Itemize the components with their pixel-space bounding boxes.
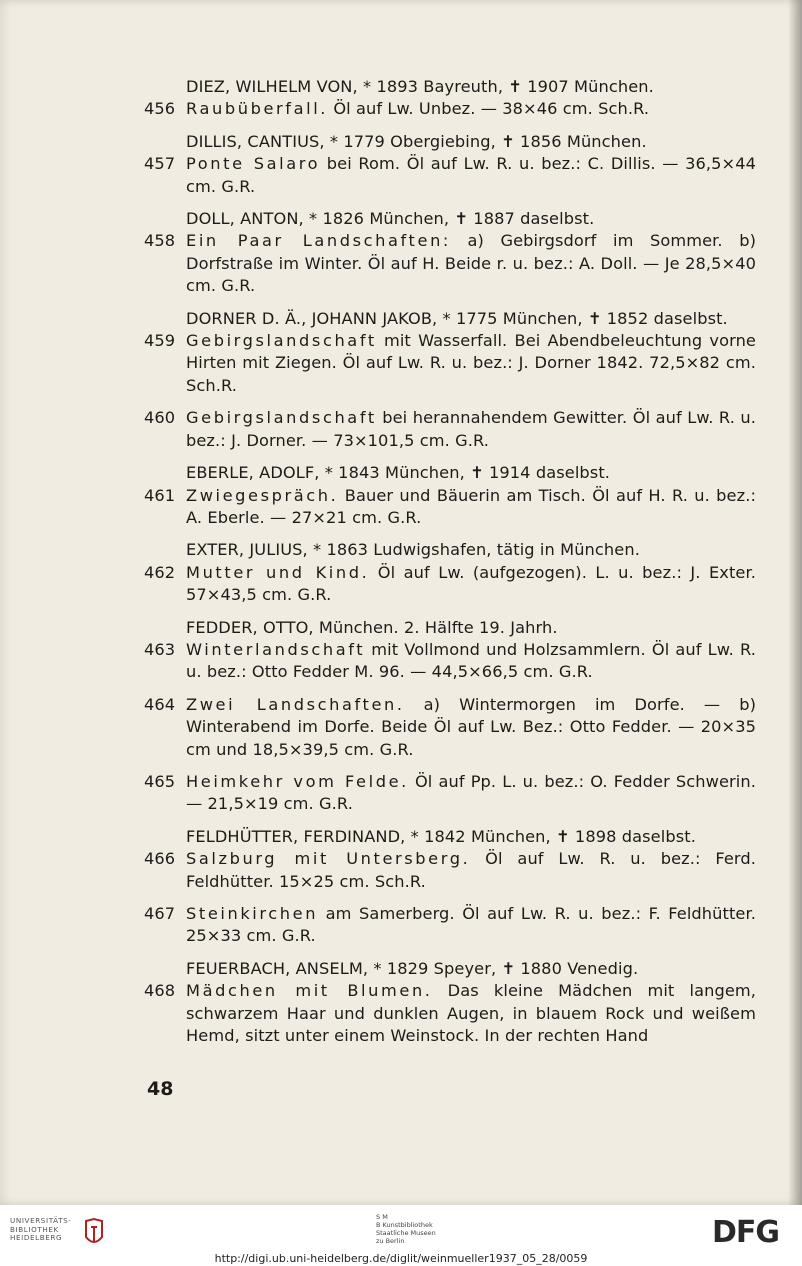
lot-number: 458 <box>144 231 176 251</box>
artwork-description: mit Wasserfall. Bei Abendbeleuchtung vorne Hirten mit Ziegen. Öl auf Lw. R. u. bez.: J. Dorner 1842. 72,5×82 cm. Sch.R. <box>186 331 756 395</box>
artwork-description: Öl auf Lw. Unbez. — 38×46 cm. Sch.R. <box>333 99 650 119</box>
page-url[interactable]: http://digi.ub.uni-heidelberg.de/diglit/weinmueller1937_05_28/0059 <box>214 1252 588 1265</box>
viewer-footer <box>0 1205 802 1266</box>
artist-heading: FEUERBACH, ANSELM, * 1829 Speyer, ✝ 1880 Venedig. <box>186 958 639 978</box>
artist-heading: DILLIS, CANTIUS, * 1779 Obergiebing, ✝ 1856 München. <box>186 131 647 151</box>
lot-number: 456 <box>144 99 176 119</box>
lot-number: 457 <box>144 154 176 174</box>
lot-entry <box>144 980 756 1047</box>
heidelberg-library-logo[interactable] <box>10 1217 110 1253</box>
artwork-description: Öl auf Lw. R. u. bez.: Ferd. Feldhütter. 15×25 cm. Sch.R. <box>186 849 757 891</box>
artwork-description: Das kleine Mädchen mit langem, schwarzem Haar und dunklen Augen, in blauem Rock und weißem Hemd, sitzt unter einem Weinstock. In der rechten Hand <box>186 981 756 1046</box>
university-seal-icon <box>80 1217 108 1253</box>
artwork-title: Gebirgslandschaft <box>186 331 377 351</box>
artwork-description: bei Rom. Öl auf Lw. R. u. bez.: C. Dillis. — 36,5×44 cm. G.R. <box>186 154 756 196</box>
library-line: BIBLIOTHEK <box>10 1224 59 1234</box>
lot-number: 464 <box>144 694 176 714</box>
artwork-title: Steinkirchen <box>186 904 319 923</box>
artwork-title: Gebirgslandschaft <box>186 408 377 428</box>
artwork-title: Zwiegespräch. <box>186 485 339 505</box>
lot-number: 465 <box>144 771 176 791</box>
artwork-description: bei herannahendem Gewitter. Öl auf Lw. R. u. bez.: J. Dorner. — 73×101,5 cm. G.R. <box>186 408 756 450</box>
lot-entry <box>144 771 756 816</box>
sm-line: zu Berlin <box>376 1237 405 1245</box>
artist-heading: DOLL, ANTON, * 1826 München, ✝ 1887 daselbst. <box>186 209 595 229</box>
lot-number: 460 <box>144 408 176 428</box>
artwork-title: Mutter und Kind. <box>186 562 370 582</box>
artwork-title: Ein Paar Landschaften: <box>186 231 451 251</box>
lot-number: 459 <box>144 331 176 351</box>
library-line: UNIVERSITÄTS- <box>10 1216 72 1225</box>
artist-heading: EBERLE, ADOLF, * 1843 München, ✝ 1914 daselbst. <box>186 463 611 483</box>
lot-number: 468 <box>144 981 176 1001</box>
lot-entry <box>144 562 756 607</box>
artwork-title: Mädchen mit Blumen. <box>186 981 433 1001</box>
artwork-description: am Samerberg. Öl auf Lw. R. u. bez.: F. Feldhütter. 25×33 cm. G.R. <box>186 904 756 946</box>
artwork-title: Salzburg mit Untersberg. <box>186 849 471 869</box>
catalog-entries <box>144 76 756 1047</box>
artist-heading: EXTER, JULIUS, * 1863 Ludwigshafen, tätig in München. <box>186 540 640 560</box>
lot-entry <box>144 407 756 452</box>
library-line: HEIDELBERG <box>10 1233 63 1243</box>
staatliche-museen-logo <box>376 1213 436 1245</box>
lot-entry <box>144 848 756 893</box>
artwork-description: a) Wintermorgen im Dorfe. — b) Winterabend im Dorfe. Beide Öl auf Lw. Bez.: Otto Fedder. — 20×35 cm und 18,5×39,5 cm. G.R. <box>186 694 756 759</box>
lot-number: 461 <box>144 485 176 505</box>
artist-heading: FEDDER, OTTO, München. 2. Hälfte 19. Jahrh. <box>186 617 558 637</box>
artwork-description: Bauer und Bäuerin am Tisch. Öl auf H. R. u. bez.: A. Eberle. — 27×21 cm. G.R. <box>186 485 757 527</box>
artist-heading: FELDHÜTTER, FERDINAND, * 1842 München, ✝ 1898 daselbst. <box>186 826 696 846</box>
artwork-title: Winterlandschaft <box>186 639 366 659</box>
artwork-title: Ponte Salaro <box>186 154 321 174</box>
sm-line: S M <box>376 1213 388 1221</box>
lot-entry <box>144 98 756 120</box>
artwork-title: Heimkehr vom Felde. <box>186 771 409 791</box>
lot-entry <box>144 639 756 684</box>
dfg-logo[interactable]: DFG <box>712 1215 780 1250</box>
lot-entry <box>144 485 756 530</box>
lot-entry <box>144 153 756 198</box>
lot-entry <box>144 330 756 397</box>
artist-heading: DORNER D. Ä., JOHANN JAKOB, * 1775 München, ✝ 1852 daselbst. <box>186 308 728 328</box>
sm-line: Staatliche Museen <box>376 1229 436 1237</box>
artwork-description: Öl auf Lw. (aufgezogen). L. u. bez.: J. Exter. 57×43,5 cm. G.R. <box>186 562 756 605</box>
lot-entry <box>144 903 756 948</box>
lot-number: 466 <box>144 849 176 869</box>
lot-number: 467 <box>144 904 176 923</box>
artwork-description: Öl auf Pp. L. u. bez.: O. Fedder Schwerin. — 21,5×19 cm. G.R. <box>186 771 756 814</box>
artwork-title: Zwei Landschaften. <box>186 694 405 714</box>
page-number: 48 <box>147 1078 174 1100</box>
lot-entry <box>144 694 756 761</box>
sm-line: B Kunstbibliothek <box>376 1221 433 1229</box>
lot-number: 462 <box>144 562 176 582</box>
artwork-description: mit Vollmond und Holzsammlern. Öl auf Lw. R. u. bez.: Otto Fedder M. 96. — 44,5×66,5 cm. G.R. <box>186 639 756 682</box>
artwork-description: a) Gebirgsdorf im Sommer. b) Dorfstraße im Winter. Öl auf H. Beide r. u. bez.: A. Doll. — Je 28,5×40 cm. G.R. <box>186 231 756 296</box>
lot-entry <box>144 230 756 297</box>
lot-number: 463 <box>144 639 176 659</box>
artwork-title: Raubüberfall. <box>186 99 329 119</box>
page-gutter-shadow <box>788 0 802 1205</box>
artist-heading: DIEZ, WILHELM VON, * 1893 Bayreuth, ✝ 1907 München. <box>186 77 654 96</box>
